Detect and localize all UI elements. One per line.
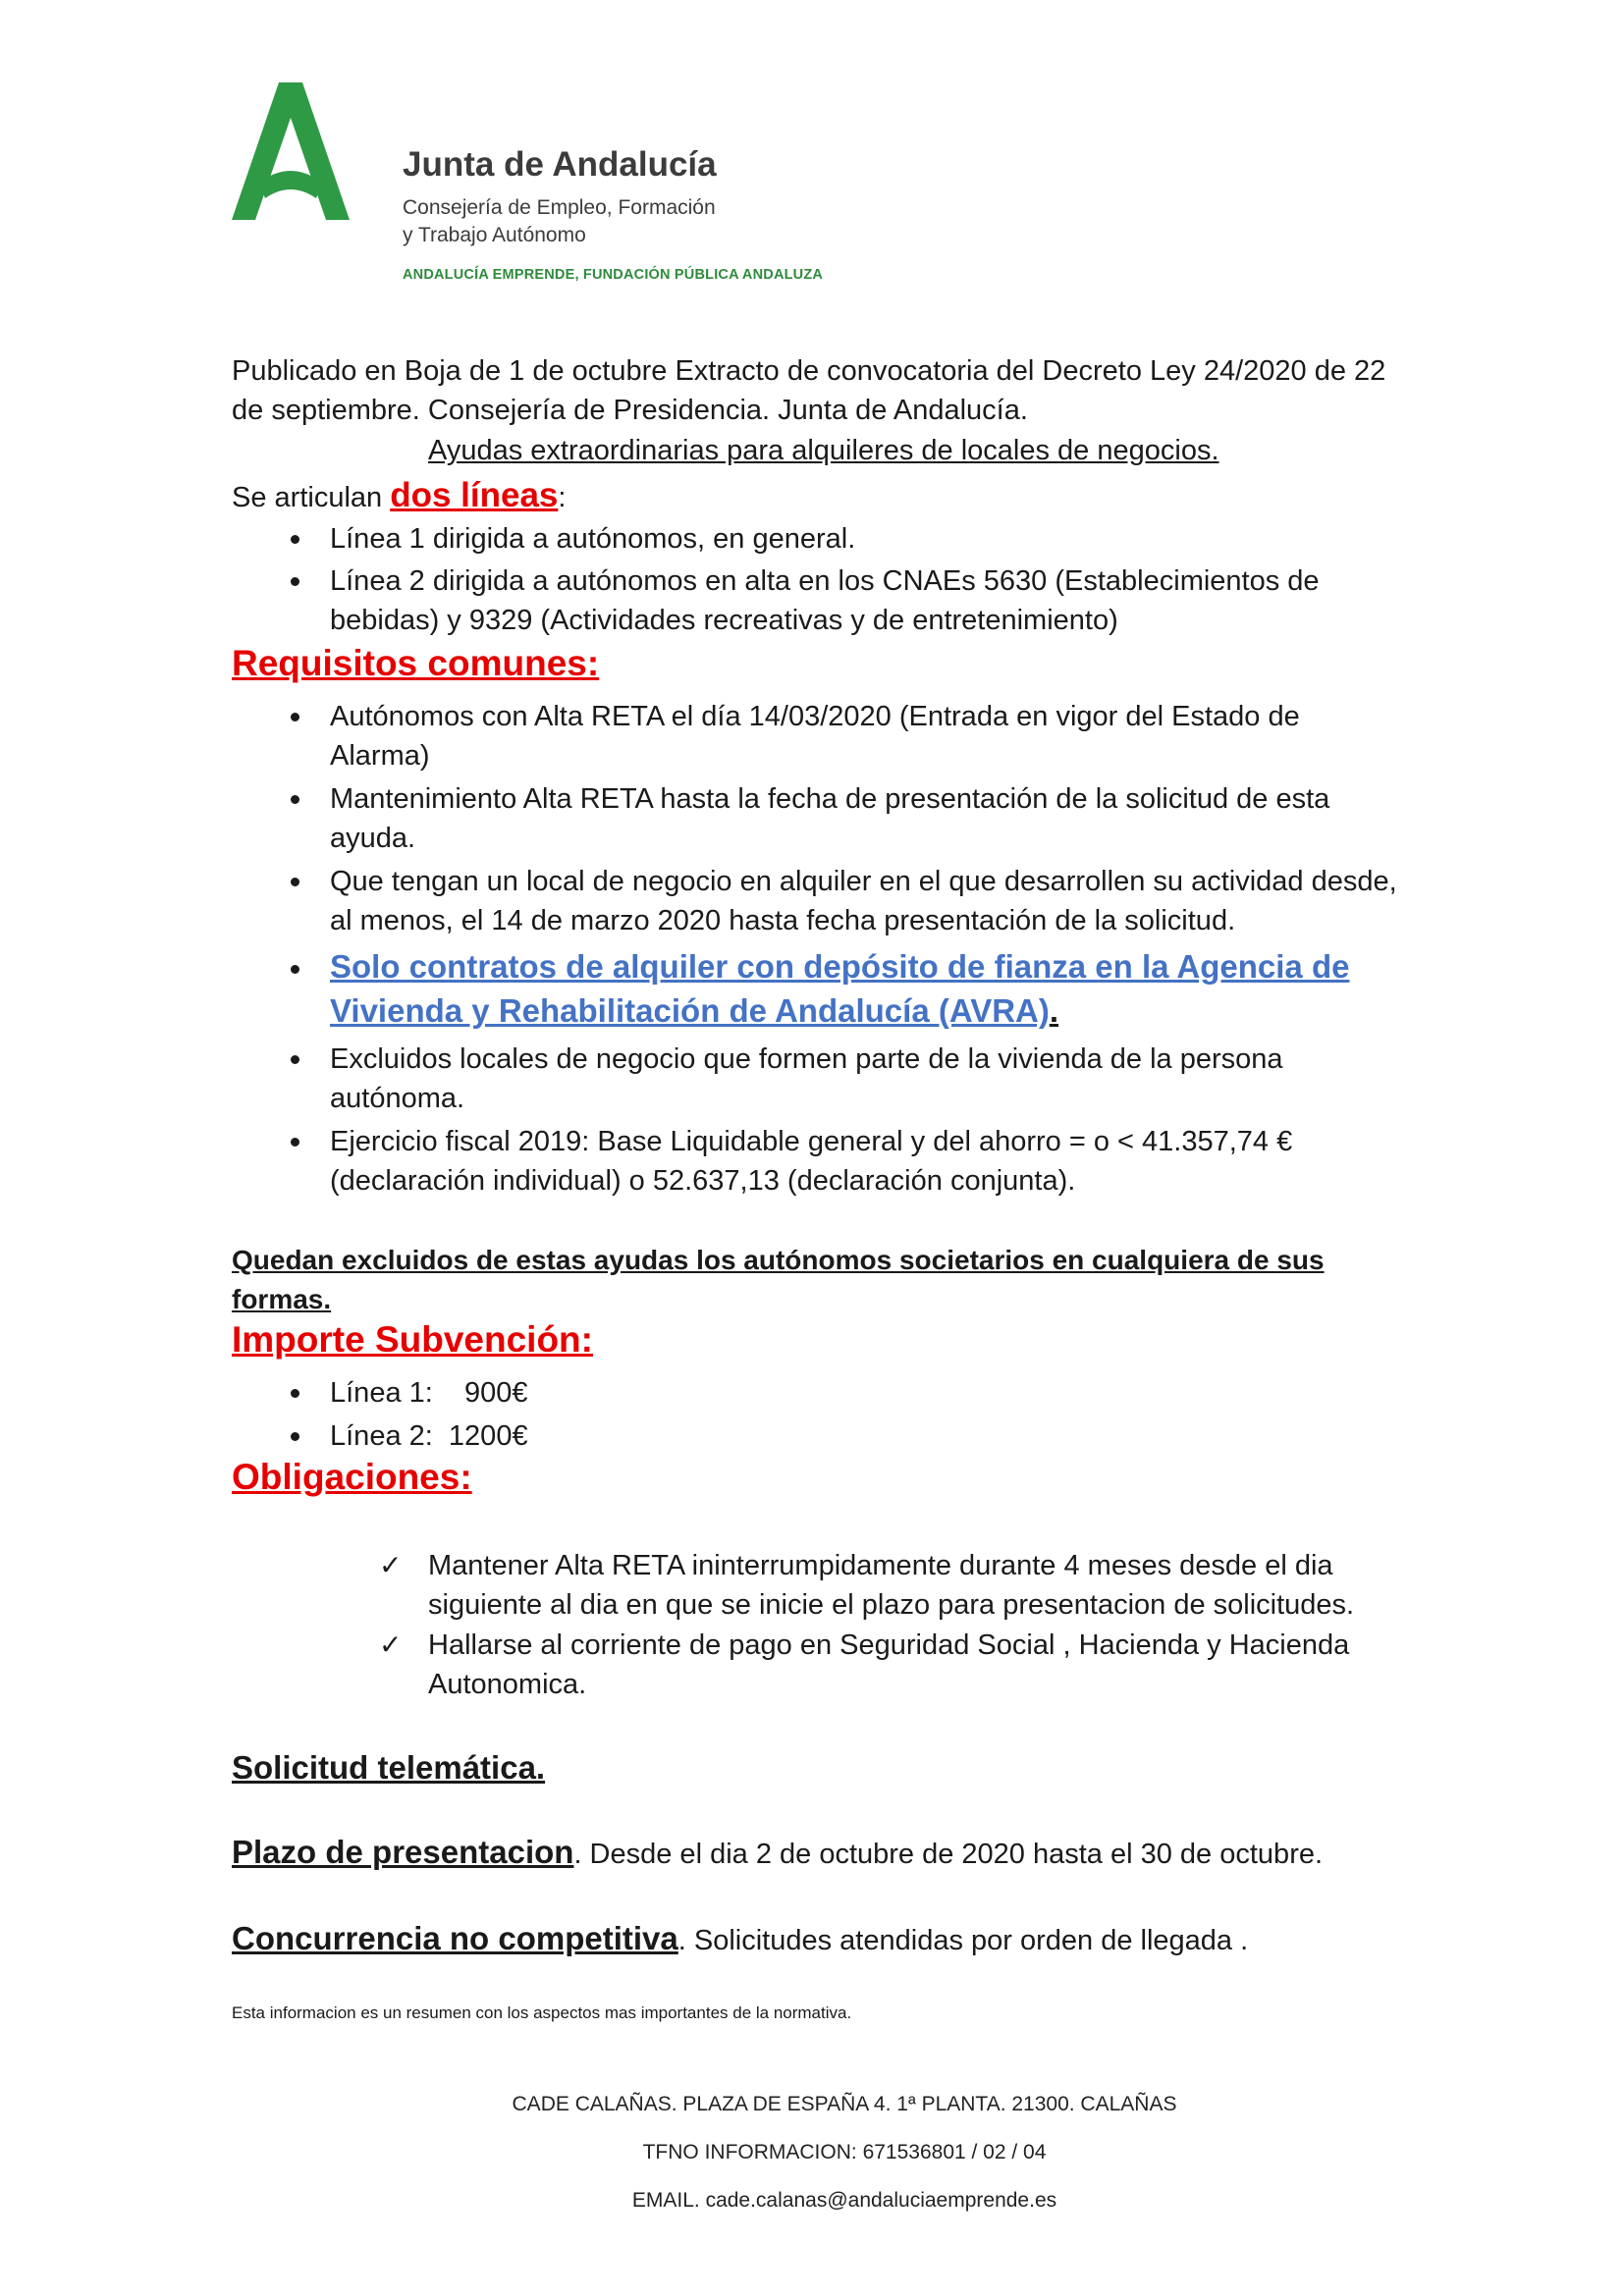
concurrencia-line bbox=[232, 1919, 1248, 1960]
footer-email[interactable]: EMAIL. cade.calanas@andaluciaemprende.es bbox=[631, 2189, 1057, 2212]
bullet-icon bbox=[291, 795, 299, 804]
linea-2-line-2: bebidas) y 9329 (Actividades recreativas y de entretenimiento) bbox=[330, 605, 1118, 636]
bullet-icon bbox=[291, 1055, 299, 1064]
requisito-3-line-1: Que tengan un local de negocio en alquiler en el que desarrollen su actividad desde, bbox=[330, 866, 1397, 897]
solicitud-heading: Solicitud telemática. bbox=[232, 1749, 546, 1786]
foundation-name: ANDALUCÍA EMPRENDE, FUNDACIÓN PÚBLICA ANDALUZA bbox=[403, 267, 824, 283]
plazo-line bbox=[232, 1833, 1323, 1874]
footer-phone: TFNO INFORMACION: 671536801 / 02 / 04 bbox=[642, 2141, 1047, 2163]
requisito-4-line-2 bbox=[330, 991, 1058, 1033]
bullet-icon bbox=[291, 713, 299, 721]
requisitos-heading: Requisitos comunes: bbox=[232, 643, 600, 683]
requisito-3-line-2: al menos, el 14 de marzo 2020 hasta fecha presentación de la solicitud. bbox=[330, 905, 1236, 936]
lines-prefix: Se articulan bbox=[232, 482, 391, 513]
intro-line-1: Publicado en Boja de 1 de octubre Extracto de convocatoria del Decreto Ley 24/2020 de 22 bbox=[232, 355, 1386, 387]
importe-linea-1: Línea 1: 900€ bbox=[330, 1377, 528, 1409]
requisito-6-line-1: Ejercicio fiscal 2019: Base Liquidable general y del ahorro = o < 41.357,74 € bbox=[330, 1126, 1293, 1157]
obligacion-1-line-2: siguiente al dia en que se inicie el plazo para presentacion de solicitudes. bbox=[428, 1589, 1355, 1621]
concurrencia-text: . Solicitudes atendidas por orden de llegada . bbox=[677, 1925, 1249, 1956]
excluded-line-2: formas. bbox=[232, 1284, 332, 1314]
department-line-1: Consejería de Empleo, Formación bbox=[403, 196, 716, 219]
avra-period: . bbox=[1049, 992, 1059, 1029]
intro-subtitle: Ayudas extraordinarias para alquileres de locales de negocios. bbox=[428, 435, 1219, 466]
requisito-4-line-1 bbox=[330, 947, 1349, 988]
requisito-2-line-2: ayuda. bbox=[330, 823, 416, 854]
footer-address: CADE CALAÑAS. PLAZA DE ESPAÑA 4. 1ª PLANTA. 21300. CALAÑAS bbox=[512, 2093, 1177, 2115]
checkmark-icon: ✓ bbox=[379, 1550, 403, 1580]
intro-line-2: de septiembre. Consejería de Presidencia. Junta de Andalucía. bbox=[232, 395, 1028, 426]
requisito-2-line-1: Mantenimiento Alta RETA hasta la fecha de presentación de la solicitud de esta bbox=[330, 783, 1330, 815]
summary-note: Esta informacion es un resumen con los aspectos mas importantes de la normativa. bbox=[232, 2003, 852, 2022]
concurrencia-heading: Concurrencia no competitiva bbox=[232, 1920, 678, 1956]
bullet-icon bbox=[291, 1138, 299, 1147]
obligacion-2-line-1: Hallarse al corriente de pago en Seguridad Social , Hacienda y Hacienda bbox=[428, 1629, 1350, 1661]
junta-andalucia-logo-icon bbox=[232, 82, 350, 220]
bullet-icon bbox=[291, 535, 299, 544]
solicitud-telematica bbox=[232, 1748, 545, 1789]
lines-highlight: dos líneas bbox=[390, 476, 559, 514]
excluded-line-1: Quedan excluidos de estas ayudas los autónomos societarios en cualquiera de sus bbox=[232, 1245, 1325, 1275]
bullet-icon bbox=[291, 1432, 299, 1441]
bullet-icon bbox=[291, 1389, 299, 1398]
requisito-5-line-1: Excluidos locales de negocio que formen parte de la vivienda de la persona bbox=[330, 1043, 1283, 1075]
lines-intro bbox=[232, 476, 566, 517]
requisito-5-line-2: autónoma. bbox=[330, 1083, 465, 1114]
org-name: Junta de Andalucía bbox=[403, 145, 717, 184]
lines-suffix: : bbox=[558, 482, 567, 513]
linea-1: Línea 1 dirigida a autónomos, en general. bbox=[330, 523, 856, 555]
bullet-icon bbox=[291, 878, 299, 886]
obligaciones-heading: Obligaciones: bbox=[232, 1457, 472, 1497]
requisito-1-line-1: Autónomos con Alta RETA el día 14/03/2020 (Entrada en vigor del Estado de bbox=[330, 701, 1300, 732]
importe-linea-2: Línea 2: 1200€ bbox=[330, 1420, 528, 1452]
obligacion-1-line-1: Mantener Alta RETA ininterrumpidamente durante 4 meses desde el dia bbox=[428, 1550, 1333, 1581]
requisito-6-line-2: (declaración individual) o 52.637,13 (declaración conjunta). bbox=[330, 1165, 1076, 1197]
avra-link-part-2[interactable]: Vivienda y Rehabilitación de Andalucía (AVRA) bbox=[330, 992, 1050, 1029]
bullet-icon bbox=[291, 577, 299, 586]
plazo-heading: Plazo de presentacion bbox=[232, 1834, 574, 1870]
avra-link-part-1[interactable]: Solo contratos de alquiler con depósito de fianza en la Agencia de bbox=[330, 948, 1350, 985]
linea-2-line-1: Línea 2 dirigida a autónomos en alta en los CNAEs 5630 (Establecimientos de bbox=[330, 565, 1320, 597]
importe-heading: Importe Subvención: bbox=[232, 1319, 593, 1360]
plazo-text: . Desde el dia 2 de octubre de 2020 hasta el 30 de octubre. bbox=[573, 1839, 1324, 1870]
requisito-1-line-2: Alarma) bbox=[330, 740, 430, 772]
bullet-icon bbox=[291, 965, 299, 974]
department-line-2: y Trabajo Autónomo bbox=[403, 224, 586, 246]
checkmark-icon: ✓ bbox=[379, 1629, 403, 1660]
obligacion-2-line-2: Autonomica. bbox=[428, 1669, 587, 1700]
